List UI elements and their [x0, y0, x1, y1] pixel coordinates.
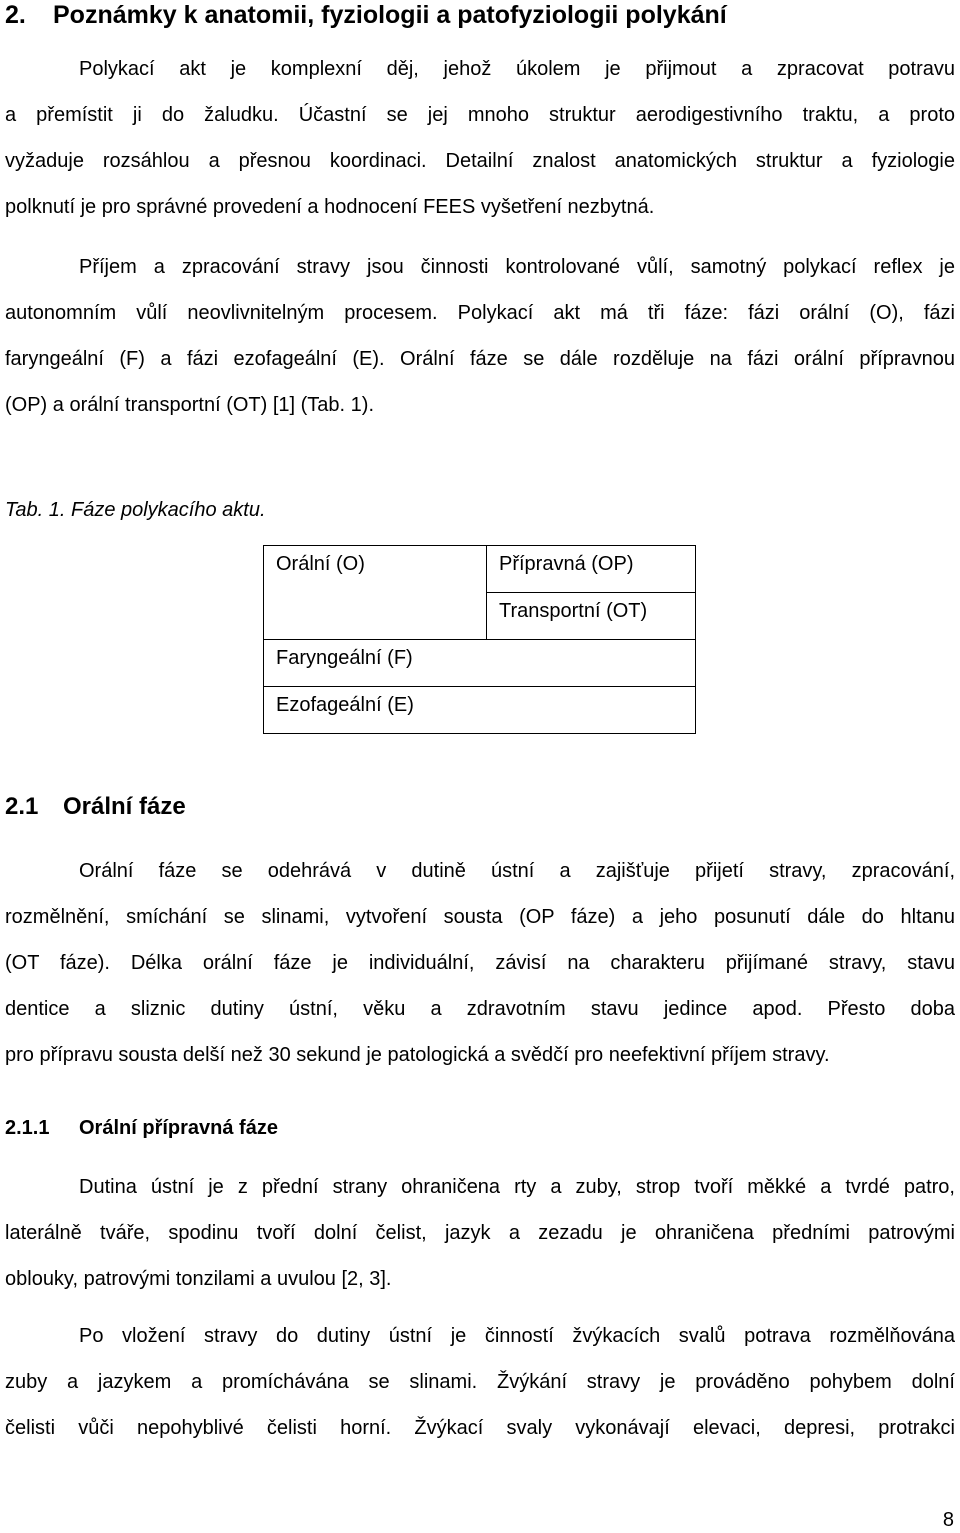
- text-line: autonomním vůlí neovlivnitelným procesem. Polykací akt má tři fáze: fázi orální (O), fázi: [5, 302, 955, 324]
- text-line: Orální fáze se odehrává v dutině ústní a zajišťuje přijetí stravy, zpracování,: [79, 860, 955, 882]
- paragraph-oral-cavity: [5, 1164, 955, 1302]
- cell-esophageal: Ezofageální (E): [264, 687, 696, 734]
- paragraph-intro: [5, 46, 955, 230]
- text-line: polknutí je pro správné provedení a hodnocení FEES vyšetření nezbytná.: [5, 196, 655, 218]
- text-line: (OP) a orální transportní (OT) [1] (Tab. 1).: [5, 394, 375, 416]
- section-title: Orální fáze: [63, 793, 186, 820]
- text-line: rozmělnění, smíchání se slinami, vytvoření sousta (OP fáze) a jeho posunutí dále do hltanu: [5, 906, 955, 928]
- subsection-number: 2.1.1: [5, 1117, 50, 1139]
- text-line: pro přípravu sousta delší než 30 sekund je patologická a svědčí pro neefektivní příjem stravy.: [5, 1044, 830, 1066]
- chapter-title: Poznámky k anatomii, fyziologii a patofyziologii polykání: [53, 1, 727, 29]
- page-number: 8: [942, 1509, 954, 1531]
- text-line: a přemístit ji do žaludku. Účastní se jej mnoho struktur aerodigestivního traktu, a proto: [5, 104, 955, 126]
- subsection-heading: [5, 1114, 278, 1142]
- text-line: Po vložení stravy do dutiny ústní je činností žvýkacích svalů potrava rozmělňována: [79, 1325, 955, 1347]
- section-number: 2.1: [5, 793, 39, 820]
- text-line: dentice a sliznic dutiny ústní, věku a zdravotním stavu jedince apod. Přesto doba: [5, 998, 955, 1020]
- text-line: zuby a jazykem a promíchávána se slinami. Žvýkání stravy je prováděno pohybem dolní: [5, 1371, 955, 1393]
- chapter-number: 2.: [5, 1, 26, 29]
- text-line: čelisti vůči nepohyblivé čelisti horní. Žvýkací svaly vykonávají elevaci, depresi, protrakci: [5, 1417, 955, 1439]
- text-line: Dutina ústní je z přední strany ohraničena rty a zuby, strop tvoří měkké a tvrdé patro,: [79, 1176, 955, 1198]
- subsection-title: Orální přípravná fáze: [79, 1117, 278, 1139]
- section-heading: [5, 792, 186, 822]
- cell-transport: Transportní (OT): [487, 593, 696, 640]
- text-line: Polykací akt je komplexní děj, jehož úkolem je přijmout a zpracovat potravu: [79, 58, 955, 80]
- paragraph-mastication: [5, 1313, 955, 1451]
- text-line: Příjem a zpracování stravy jsou činnosti kontrolované vůlí, samotný polykací reflex je: [79, 256, 955, 278]
- phases-table: [263, 545, 696, 734]
- table-caption: Tab. 1. Fáze polykacího aktu.: [5, 499, 266, 521]
- text-line: vyžaduje rozsáhlou a přesnou koordinaci. Detailní znalost anatomických struktur a fyziologie: [5, 150, 955, 172]
- cell-pharyngeal: Faryngeální (F): [264, 640, 696, 687]
- text-line: oblouky, patrovými tonzilami a uvulou [2, 3].: [5, 1268, 392, 1290]
- paragraph-oral-phase: [5, 848, 955, 1078]
- paragraph-phases: [5, 244, 955, 428]
- cell-empty: [264, 593, 487, 640]
- cell-oral: Orální (O): [264, 546, 487, 593]
- text-line: laterálně tváře, spodinu tvoří dolní čelist, jazyk a zezadu je ohraničena předními patrovými: [5, 1222, 955, 1244]
- text-line: faryngeální (F) a fázi ezofageální (E). Orální fáze se dále rozděluje na fázi orální přípravnou: [5, 348, 955, 370]
- text-line: (OT fáze). Délka orální fáze je individuální, závisí na charakteru přijímané stravy, stavu: [5, 952, 955, 974]
- cell-preparatory: Přípravná (OP): [487, 546, 696, 593]
- chapter-heading: [5, 0, 727, 30]
